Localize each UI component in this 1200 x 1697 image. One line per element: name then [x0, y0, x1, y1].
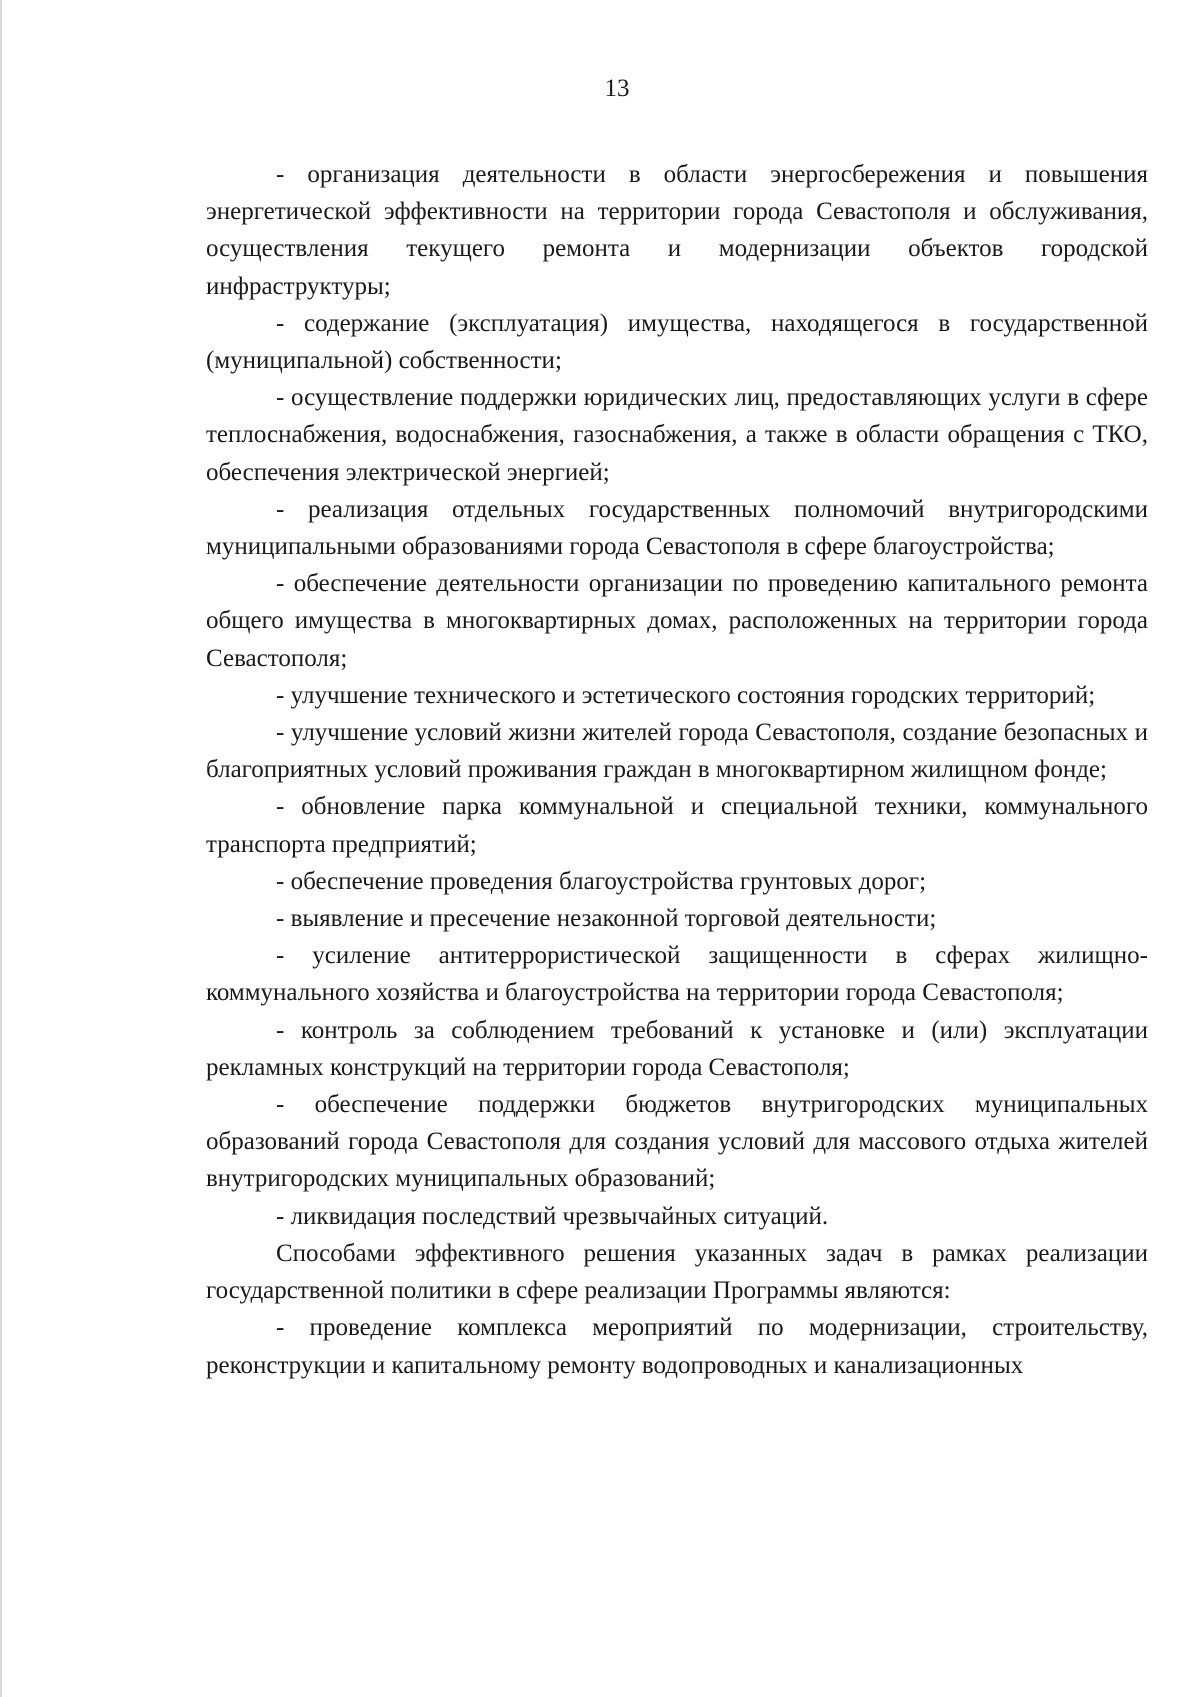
paragraph: - осуществление поддержки юридических лиц, предоставляющих услуги в сфере теплоснабжения, водоснабжения, газоснабжения, а также в области обращения с ТКО, обеспечения электрической энергией;	[206, 384, 1148, 486]
scan-edge-mark	[0, 0, 2, 1697]
paragraph: - обеспечение деятельности организации по проведению капитального ремонта общего имущества в многоквартирных домах, расположенных на территории города Севастополя;	[206, 570, 1148, 672]
paragraph: - ликвидация последствий чрезвычайных ситуаций.	[276, 1202, 829, 1230]
paragraph: - усиление антитеррористической защищенности в сферах жилищно-коммунального хозяйства и благоустройства на территории города Севастополя;	[206, 942, 1148, 1007]
page-number: 13	[604, 75, 630, 102]
paragraph: - организация деятельности в области энергосбережения и повышения энергетической эффективности на территории города Севастополя и обслуживания, осуществления текущего ремонта и модернизации объектов городской инфраструктуры;	[206, 161, 1148, 300]
paragraph: - проведение комплекса мероприятий по модернизации, строительству, реконструкции и капитальному ремонту водопроводных и канализационных	[206, 1314, 1148, 1379]
paragraph: - обеспечение проведения благоустройства грунтовых дорог;	[276, 867, 927, 895]
paragraph: - улучшение технического и эстетического состояния городских территорий;	[276, 681, 1096, 709]
paragraph: - контроль за соблюдением требований к установке и (или) эксплуатации рекламных конструкций на территории города Севастополя;	[206, 1016, 1148, 1081]
document-body	[206, 156, 1148, 1384]
paragraph: - реализация отдельных государственных полномочий внутригородскими муниципальными образованиями города Севастополя в сфере благоустройства;	[206, 495, 1148, 561]
paragraph: - содержание (эксплуатация) имущества, находящегося в государственной (муниципальной) собственности;	[206, 309, 1148, 375]
paragraph: - улучшение условий жизни жителей города Севастополя, создание безопасных и благоприятных условий проживания граждан в многоквартирном жилищном фонде;	[206, 719, 1148, 784]
paragraph: - обеспечение поддержки бюджетов внутригородских муниципальных образований города Севастополя для создания условий для массового отдыха жителей внутригородских муниципальных образований;	[206, 1091, 1148, 1193]
paragraph: Способами эффективного решения указанных задач в рамках реализации государственной политики в сфере реализации Программы являются:	[206, 1239, 1148, 1305]
paragraph: - выявление и пресечение незаконной торговой деятельности;	[276, 905, 937, 933]
paragraph: - обновление парка коммунальной и специальной техники, коммунального транспорта предприятий;	[206, 793, 1148, 858]
